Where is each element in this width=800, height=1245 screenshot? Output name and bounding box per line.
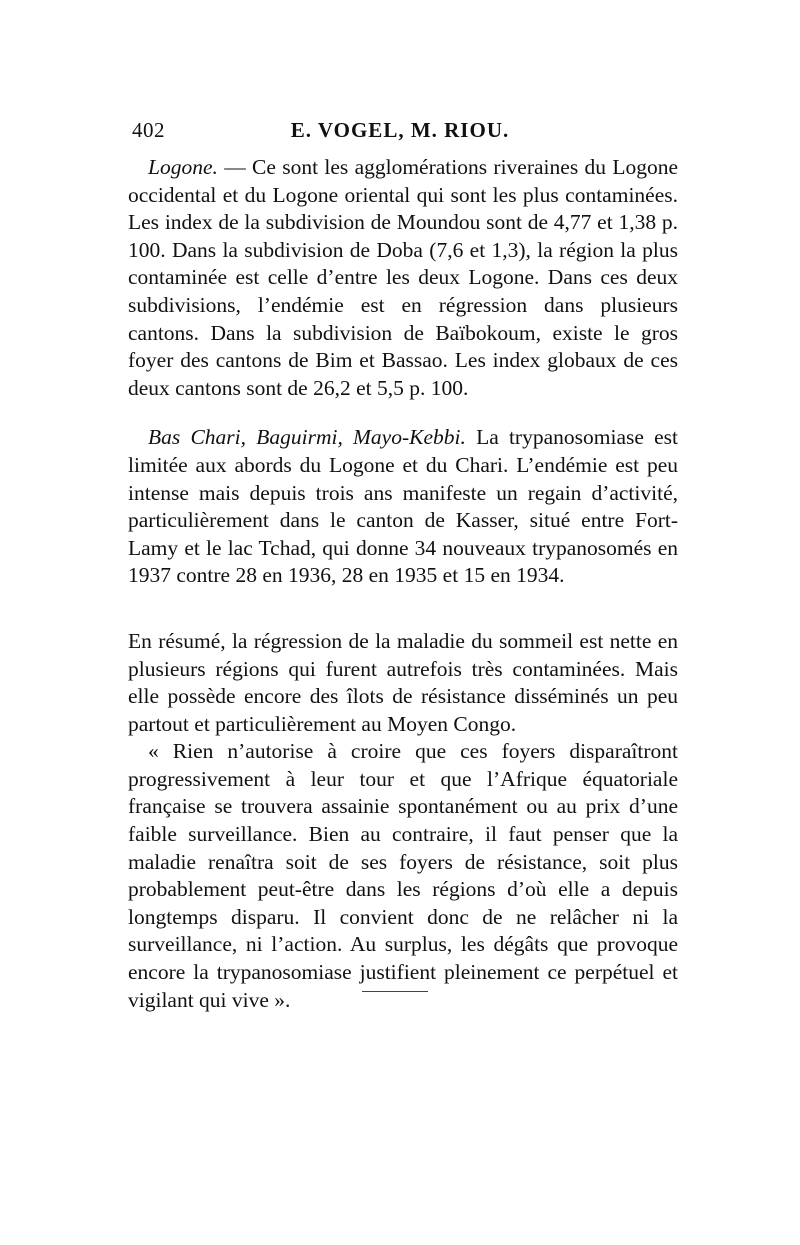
page-header bbox=[120, 118, 680, 148]
paragraph-logone bbox=[128, 154, 678, 402]
paragraph-resume bbox=[128, 628, 678, 738]
paragraph-quotation bbox=[128, 738, 678, 1014]
paragraph-text-bas-chari: La trypanosomiase est limitée aux abords du Logone et du Chari. L’endémie est peu intense mais depuis trois ans manifeste un regain d’activité, particulièrement dans le canton de Kasser, situé entre Fort-Lamy et le lac Tchad, qui donne 34 nouveaux trypanosomés en 1937 contre 28 en 1936, 28 en 1935 et 15 en 1934. bbox=[128, 425, 678, 588]
closing-rule bbox=[362, 991, 428, 992]
paragraph-bas-chari bbox=[128, 424, 678, 590]
paragraph-lead-logone: Logone. bbox=[148, 155, 218, 179]
paragraph-lead-bas-chari: Bas Chari, Baguirmi, Mayo-Kebbi. bbox=[148, 425, 466, 450]
page-number: 402 bbox=[132, 118, 165, 142]
paragraph-text-logone: — Ce sont les agglomérations riveraines du Logone occidental et du Logone oriental qui sont les plus contaminées. Les index de la subdivision de Moundou sont de 4,77 et 1,38 p. 100. Dans la subdivision de Doba (7,6 et 1,3), la région la plus contaminée est celle d’entre les deux Logone. Dans ces deux subdivisions, l’endémie est en régression dans plusieurs cantons. Dans la subdivision de Baïbokoum, existe le gros foyer des cantons de Bim et Bassao. Les index globaux de ces deux cantons sont de 26,2 et 5,5 p. 100. bbox=[128, 155, 678, 400]
paragraph-text-resume: En résumé, la régression de la maladie du sommeil est nette en plusieurs régions qui furent autrefois très contaminées. Mais elle possède encore des îlots de résistance disséminés un peu partout et particulièrement au Moyen Congo. bbox=[128, 628, 678, 736]
body-text bbox=[128, 154, 678, 1014]
paragraph-text-quotation: « Rien n’autorise à croire que ces foyers disparaîtront progressivement à leur tour et que l’Afrique équatoriale française se trouvera assainie spontanément ou au prix d’une faible surveillance. Bien au contraire, il faut penser que la maladie renaîtra soit de ses foyers de résistance, soit plus probablement peut-être dans les régions d’où elle a depuis longtemps disparu. Il convient donc de ne relâcher ni la surveillance, ni l’action. Au surplus, les dégâts que provoque encore la trypanosomiase justifient pleinement ce perpétuel et vigilant qui vive ». bbox=[128, 739, 678, 1012]
running-head: E. VOGEL, M. RIOU. bbox=[290, 118, 510, 142]
